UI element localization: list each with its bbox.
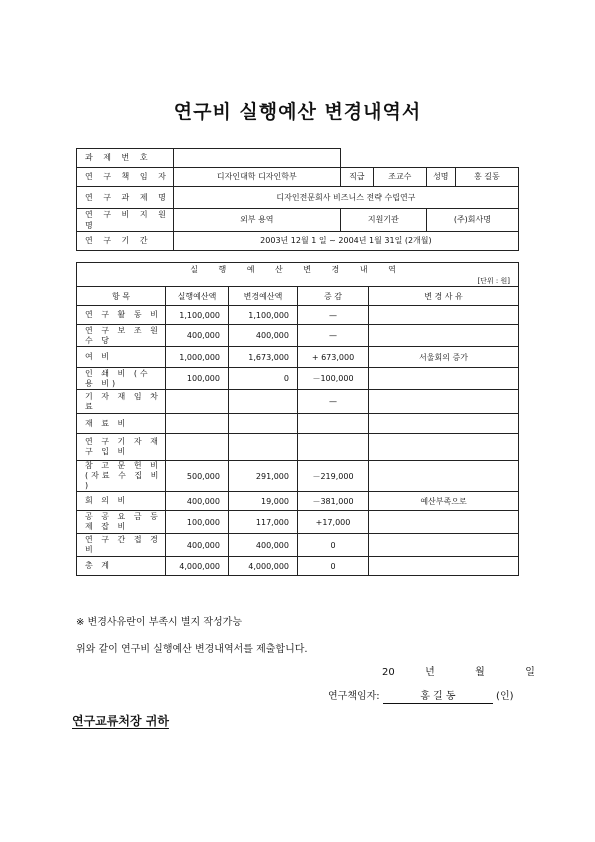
budget-item-cell: 연 구 보 조 원 수 당: [77, 325, 166, 347]
budget-changed-cell: [229, 434, 298, 461]
name-label: 성명: [426, 167, 455, 186]
budget-reason-cell: [369, 325, 519, 347]
col-header-changed: 변경예산액: [229, 287, 298, 306]
budget-changed-cell: 1,100,000: [229, 306, 298, 325]
budget-row: [77, 434, 519, 461]
researcher-label: 연 구 책 임 자: [77, 167, 174, 186]
budget-table: [76, 262, 519, 576]
date-day-unit: 일: [525, 667, 535, 678]
budget-orig-cell: [166, 390, 229, 414]
budget-diff-cell: —: [298, 306, 369, 325]
budget-diff-cell: －381,000: [298, 492, 369, 511]
budget-diff-cell: + 673,000: [298, 347, 369, 368]
note-text: ※ 변경사유란이 부족시 별지 작성가능: [76, 617, 242, 628]
budget-item-cell: 인 쇄 비 (수 용 비): [77, 368, 166, 390]
budget-diff-cell: 0: [298, 534, 369, 557]
col-header-item: 항 목: [77, 287, 166, 306]
budget-row: [77, 306, 519, 325]
budget-orig-cell: 100,000: [166, 368, 229, 390]
document-title: 연구비 실행예산 변경내역서: [173, 101, 422, 123]
budget-row: [77, 557, 519, 576]
budget-diff-cell: —: [298, 325, 369, 347]
budget-row: [77, 325, 519, 347]
budget-orig-cell: 500,000: [166, 461, 229, 492]
position-label: 직급: [340, 167, 373, 186]
budget-item-cell: 재 료 비: [77, 414, 166, 434]
budget-item-cell: 공 공 요 금 등 제 잡 비: [77, 511, 166, 534]
budget-item-cell: 여 비: [77, 347, 166, 368]
budget-reason-cell: [369, 368, 519, 390]
budget-orig-cell: 100,000: [166, 511, 229, 534]
budget-reason-cell: [369, 557, 519, 576]
budget-changed-cell: 19,000: [229, 492, 298, 511]
budget-changed-cell: [229, 414, 298, 434]
date-month-unit: 월: [475, 667, 485, 678]
budget-item-cell: 참 고 문 헌 비 (자료 수 집 비 ): [77, 461, 166, 492]
budget-reason-cell: [369, 414, 519, 434]
budget-changed-cell: 400,000: [229, 325, 298, 347]
addressee: 연구교류처장 귀하: [72, 714, 169, 728]
period-value: 2003년 12월 1 일 ~ 2004년 1월 31일 (2개월): [173, 231, 518, 250]
budget-reason-cell: [369, 511, 519, 534]
budget-changed-cell: 1,673,000: [229, 347, 298, 368]
budget-reason-cell: [369, 434, 519, 461]
budget-changed-cell: 291,000: [229, 461, 298, 492]
col-header-orig: 실행예산액: [166, 287, 229, 306]
budget-item-cell: 연 구 활 동 비: [77, 306, 166, 325]
budget-diff-cell: 0: [298, 557, 369, 576]
budget-orig-cell: 400,000: [166, 325, 229, 347]
funding-value: 외부 용역: [173, 208, 340, 231]
budget-row: [77, 461, 519, 492]
budget-orig-cell: 1,000,000: [166, 347, 229, 368]
position-value: 조교수: [373, 167, 426, 186]
budget-changed-cell: 4,000,000: [229, 557, 298, 576]
agency-value: (주)회사명: [426, 208, 518, 231]
project-title-label: 연 구 과 제 명: [77, 186, 174, 208]
budget-diff-cell: —: [298, 390, 369, 414]
date-line: [382, 663, 535, 678]
budget-changed-cell: 117,000: [229, 511, 298, 534]
budget-reason-cell: [369, 461, 519, 492]
period-label: 연 구 기 간: [77, 231, 174, 250]
budget-item-cell: 회 의 비: [77, 492, 166, 511]
budget-changed-cell: 0: [229, 368, 298, 390]
budget-item-cell: 기 자 재 임 차 료: [77, 390, 166, 414]
signature-line: [328, 687, 514, 704]
funding-label: 연 구 비 지 원 명: [77, 208, 174, 231]
budget-unit: [단위 : 원]: [77, 276, 519, 287]
budget-reason-cell: [369, 534, 519, 557]
budget-row: [77, 534, 519, 557]
budget-reason-cell: 예산부족으로: [369, 492, 519, 511]
budget-orig-cell: 1,100,000: [166, 306, 229, 325]
budget-orig-cell: 4,000,000: [166, 557, 229, 576]
budget-item-cell: 연 구 기 자 재 구 입 비: [77, 434, 166, 461]
budget-rows: [77, 306, 519, 576]
project-no-value: [173, 149, 340, 168]
date-year-unit: 년: [425, 667, 435, 678]
statement-text: 위와 같이 연구비 실행예산 변경내역서를 제출합니다.: [76, 644, 308, 655]
budget-row: [77, 347, 519, 368]
budget-section-title: 실 행 예 산 변 경 내 역: [77, 263, 519, 276]
budget-diff-cell: －219,000: [298, 461, 369, 492]
col-header-reason: 변 경 사 유: [369, 287, 519, 306]
budget-orig-cell: 400,000: [166, 534, 229, 557]
date-year: 20: [382, 667, 395, 678]
budget-row: [77, 390, 519, 414]
budget-diff-cell: [298, 414, 369, 434]
agency-label: 지원기관: [340, 208, 426, 231]
affiliation-value: 디자인대학 디자인학부: [173, 167, 340, 186]
budget-row: [77, 368, 519, 390]
budget-row: [77, 511, 519, 534]
project-no-label: 과 제 번 호: [77, 149, 174, 168]
signature-name: 홍 길 동: [383, 691, 493, 704]
budget-diff-cell: －100,000: [298, 368, 369, 390]
budget-row: [77, 414, 519, 434]
signature-seal: (인): [496, 691, 514, 702]
budget-diff-cell: [298, 434, 369, 461]
budget-changed-cell: [229, 390, 298, 414]
project-info-table: [76, 148, 519, 251]
budget-changed-cell: 400,000: [229, 534, 298, 557]
project-title-value: 디자인전문회사 비즈니스 전략 수립연구: [173, 186, 518, 208]
col-header-diff: 증 감: [298, 287, 369, 306]
budget-reason-cell: [369, 306, 519, 325]
budget-orig-cell: 400,000: [166, 492, 229, 511]
budget-diff-cell: +17,000: [298, 511, 369, 534]
budget-reason-cell: [369, 390, 519, 414]
budget-orig-cell: [166, 414, 229, 434]
budget-row: [77, 492, 519, 511]
budget-item-cell: 연 구 간 접 경 비: [77, 534, 166, 557]
signature-label: 연구책임자:: [328, 691, 380, 702]
name-value: 홍 길동: [455, 167, 518, 186]
budget-reason-cell: 서울회의 증가: [369, 347, 519, 368]
budget-item-cell: 총 계: [77, 557, 166, 576]
budget-orig-cell: [166, 434, 229, 461]
